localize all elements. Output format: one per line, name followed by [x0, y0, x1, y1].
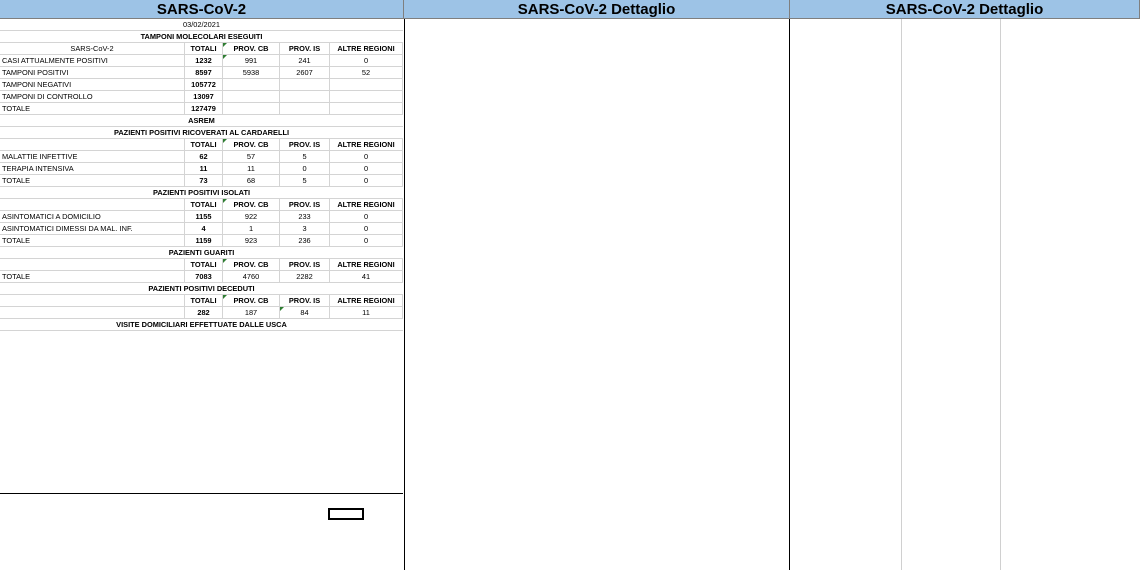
isolati-head — [0, 199, 403, 211]
table-cell[interactable]: 4 — [185, 223, 223, 235]
deceduti-title: PAZIENTI POSITIVI DECEDUTI — [0, 283, 403, 295]
table-cell[interactable] — [223, 103, 280, 115]
isolati-title: PAZIENTI POSITIVI ISOLATI — [0, 187, 403, 199]
table-cell[interactable] — [330, 79, 403, 91]
comment-indicator — [280, 307, 284, 311]
table-cell[interactable]: 68 — [223, 175, 280, 187]
table-cell[interactable]: TOTALI — [185, 295, 223, 307]
table-cell[interactable]: 922 — [223, 211, 280, 223]
grid-line — [901, 19, 902, 570]
table-cell[interactable]: SARS-CoV-2 — [0, 43, 185, 55]
table-cell[interactable]: PROV. IS — [280, 43, 330, 55]
table-cell[interactable]: 187 — [223, 307, 280, 319]
cardarelli-title: PAZIENTI POSITIVI RICOVERATI AL CARDARELLI — [0, 127, 403, 139]
molecular-row — [0, 55, 403, 67]
right-header: SARS-CoV-2 Dettaglio — [790, 0, 1140, 19]
table-cell[interactable]: ALTRE REGIONI — [330, 259, 403, 271]
cardarelli-head — [0, 139, 403, 151]
table-cell[interactable]: 0 — [330, 55, 403, 67]
isolati-row — [0, 211, 403, 223]
table-cell[interactable]: 2282 — [280, 271, 330, 283]
table-cell[interactable]: 0 — [280, 163, 330, 175]
comment-indicator — [223, 259, 227, 263]
table-cell[interactable]: TOTALI — [185, 139, 223, 151]
table-cell[interactable]: 0 — [330, 175, 403, 187]
table-cell[interactable]: 5 — [280, 151, 330, 163]
table-cell[interactable]: 241 — [280, 55, 330, 67]
left-bottom-border — [0, 493, 403, 494]
table-cell[interactable]: 73 — [185, 175, 223, 187]
comment-indicator — [223, 139, 227, 143]
table-cell[interactable]: 0 — [330, 211, 403, 223]
molecular-row — [0, 79, 403, 91]
table-cell[interactable]: 11 — [223, 163, 280, 175]
table-cell[interactable]: 7083 — [185, 271, 223, 283]
table-cell[interactable]: 11 — [185, 163, 223, 175]
date-cell: 03/02/2021 — [0, 19, 403, 31]
table-cell[interactable]: ASINTOMATICI A DOMICILIO — [0, 211, 185, 223]
usca-title: VISITE DOMICILIARI EFFETTUATE DALLE USCA — [0, 319, 403, 331]
table-cell[interactable]: TOTALE — [0, 271, 185, 283]
table-cell[interactable]: TAMPONI POSITIVI — [0, 67, 185, 79]
table-cell[interactable]: 236 — [280, 235, 330, 247]
table-cell[interactable]: 1232 — [185, 55, 223, 67]
table-cell[interactable]: ASINTOMATICI DIMESSI DA MAL. INF. — [0, 223, 185, 235]
table-cell[interactable]: PROV. CB — [223, 259, 280, 271]
table-cell[interactable]: 0 — [330, 235, 403, 247]
table-cell[interactable]: 0 — [330, 163, 403, 175]
table-cell[interactable]: 923 — [223, 235, 280, 247]
selected-cell[interactable] — [328, 508, 364, 520]
table-cell[interactable]: 2607 — [280, 67, 330, 79]
table-cell[interactable] — [0, 295, 185, 307]
table-cell[interactable]: PROV. CB — [223, 295, 280, 307]
table-cell[interactable]: TAMPONI DI CONTROLLO — [0, 91, 185, 103]
table-cell[interactable]: 62 — [185, 151, 223, 163]
table-cell[interactable]: TOTALI — [185, 259, 223, 271]
cardarelli-row — [0, 151, 403, 163]
table-cell[interactable] — [280, 103, 330, 115]
table-cell[interactable]: TAMPONI NEGATIVI — [0, 79, 185, 91]
table-cell[interactable]: TOTALE — [0, 175, 185, 187]
comment-indicator — [223, 295, 227, 299]
column-divider — [404, 19, 405, 570]
table-cell[interactable] — [280, 79, 330, 91]
molecular-row — [0, 67, 403, 79]
table-cell[interactable]: 233 — [280, 211, 330, 223]
table-cell[interactable]: PROV. IS — [280, 295, 330, 307]
table-cell[interactable]: 5938 — [223, 67, 280, 79]
table-cell[interactable]: ALTRE REGIONI — [330, 139, 403, 151]
table-cell[interactable]: 52 — [330, 67, 403, 79]
table-cell[interactable]: 3 — [280, 223, 330, 235]
grid-line — [1000, 19, 1001, 570]
table-cell[interactable]: 41 — [330, 271, 403, 283]
table-cell[interactable]: MALATTIE INFETTIVE — [0, 151, 185, 163]
molecular-title: TAMPONI MOLECOLARI ESEGUITI — [0, 31, 403, 43]
table-cell[interactable]: 991 — [223, 55, 280, 67]
table-cell[interactable]: TERAPIA INTENSIVA — [0, 163, 185, 175]
table-cell[interactable]: 57 — [223, 151, 280, 163]
table-cell[interactable]: 8597 — [185, 67, 223, 79]
table-cell[interactable] — [0, 199, 185, 211]
table-cell[interactable]: PROV. CB — [223, 139, 280, 151]
table-cell[interactable]: PROV. CB — [223, 199, 280, 211]
table-cell[interactable]: CASI ATTUALMENTE POSITIVI — [0, 55, 185, 67]
table-cell[interactable]: 5 — [280, 175, 330, 187]
table-cell[interactable]: 282 — [185, 307, 223, 319]
comment-indicator — [223, 43, 227, 47]
table-cell[interactable]: 84 — [280, 307, 330, 319]
guariti-head — [0, 259, 403, 271]
molecular-row — [0, 103, 403, 115]
guariti-row — [0, 271, 403, 283]
molecular-head — [0, 43, 403, 55]
table-cell[interactable] — [0, 259, 185, 271]
table-cell[interactable]: TOTALI — [185, 199, 223, 211]
comment-indicator — [223, 55, 227, 59]
table-cell[interactable]: ALTRE REGIONI — [330, 199, 403, 211]
table-cell[interactable]: TOTALI — [185, 43, 223, 55]
table-cell[interactable] — [0, 307, 185, 319]
column-divider — [789, 19, 790, 570]
table-cell[interactable]: 127479 — [185, 103, 223, 115]
table-cell[interactable]: ALTRE REGIONI — [330, 295, 403, 307]
table-cell[interactable] — [330, 103, 403, 115]
table-cell[interactable] — [223, 91, 280, 103]
cardarelli-row — [0, 175, 403, 187]
table-cell[interactable]: PROV. IS — [280, 139, 330, 151]
middle-header: SARS-CoV-2 Dettaglio — [404, 0, 790, 19]
table-cell[interactable] — [223, 79, 280, 91]
isolati-row — [0, 223, 403, 235]
table-cell[interactable]: PROV. CB — [223, 43, 280, 55]
table-cell[interactable]: 1159 — [185, 235, 223, 247]
table-cell[interactable] — [330, 91, 403, 103]
table-cell[interactable]: ALTRE REGIONI — [330, 43, 403, 55]
deceduti-row — [0, 307, 403, 319]
table-cell[interactable]: 0 — [330, 151, 403, 163]
table-cell[interactable] — [0, 139, 185, 151]
left-header: SARS-CoV-2 — [0, 0, 404, 19]
table-cell[interactable] — [280, 91, 330, 103]
asrem-title: ASREM — [0, 115, 403, 127]
comment-indicator — [223, 199, 227, 203]
table-cell[interactable]: PROV. IS — [280, 259, 330, 271]
cardarelli-row — [0, 163, 403, 175]
table-cell[interactable]: 1155 — [185, 211, 223, 223]
table-cell[interactable]: 13097 — [185, 91, 223, 103]
table-cell[interactable]: 105772 — [185, 79, 223, 91]
molecular-row — [0, 91, 403, 103]
table-cell[interactable]: 11 — [330, 307, 403, 319]
deceduti-head — [0, 295, 403, 307]
guariti-title: PAZIENTI GUARITI — [0, 247, 403, 259]
table-cell[interactable]: 0 — [330, 223, 403, 235]
table-cell[interactable]: PROV. IS — [280, 199, 330, 211]
isolati-row — [0, 235, 403, 247]
table-cell[interactable]: TOTALE — [0, 235, 185, 247]
table-cell[interactable]: TOTALE — [0, 103, 185, 115]
table-cell[interactable]: 4760 — [223, 271, 280, 283]
table-cell[interactable]: 1 — [223, 223, 280, 235]
